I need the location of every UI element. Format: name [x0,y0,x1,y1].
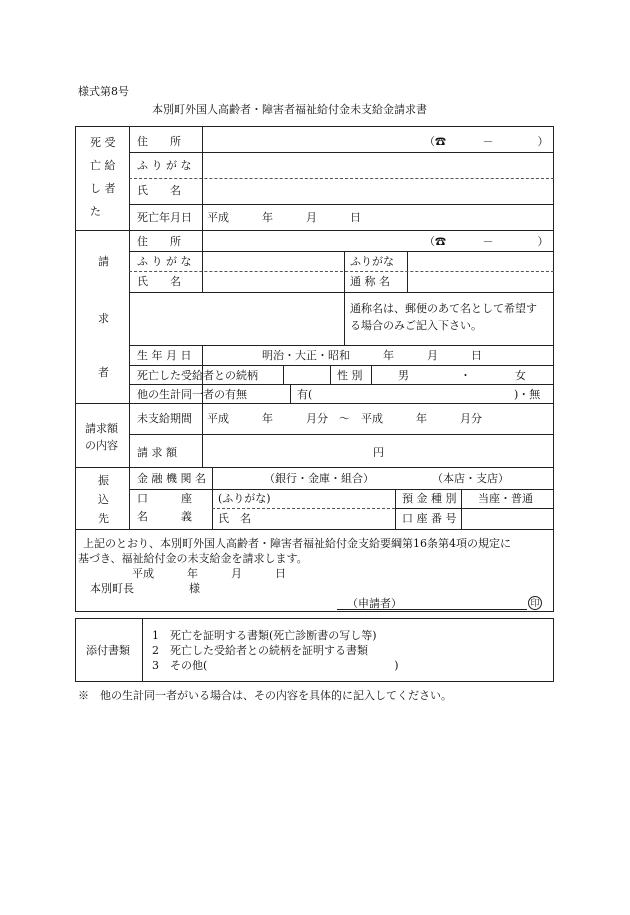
deceased-phone: （☎ － ） [424,135,549,148]
relation-label: 死亡した受給者との続柄 [137,369,258,382]
claimant-name-label: 氏 名 [137,275,181,288]
deceased-furigana-label: ふ り が な [137,159,192,172]
period-label: 未支給期間 [137,412,192,425]
gender-label: 性 別 [337,369,363,382]
claimant-furigana-label: ふ り が な [137,255,192,268]
amount-unit: 円 [373,446,384,459]
death-date-label: 死亡年月日 [137,211,192,224]
household-yes[interactable]: 有( [297,388,313,401]
attachment-item-1: 1 死亡を証明する書類(死亡診断書の写し等) [152,629,377,642]
account-name: 氏 名 [218,512,251,525]
account-furigana: (ふりがな) [218,492,271,505]
branch-field[interactable]: （本店・支店） [432,472,509,485]
claimant-label-1: 請 [98,255,109,268]
deceased-label-2: 亡 給 [90,159,116,172]
addressee: 本別町長 様 [90,582,200,595]
death-date-field[interactable]: 平成 年 月 日 [207,211,361,224]
deposit-type-label: 預 金 種 別 [402,492,457,505]
gender-female[interactable]: 女 [515,369,526,382]
claim-label-2: の内容 [85,439,118,452]
declaration-line-2: 基づき、福祉給付金の未支給金を請求します。 [78,552,308,565]
deceased-label-3: し 者 [90,182,116,195]
attachments-label: 添付書類 [86,644,130,657]
deposit-type-field[interactable]: 当座・普通 [478,492,533,505]
deceased-label-4: た [90,205,101,218]
form-title: 本別町外国人高齢者・障害者福祉給付金未支給金請求書 [152,103,427,116]
account-label-2: 名 義 [137,510,192,523]
applicant-label: （申請者） [347,597,402,610]
household-none[interactable]: )・無 [514,388,541,401]
claimant-label-2: 求 [98,312,109,325]
claimant-alias-label: 通 称 名 [350,275,390,288]
deceased-address-label: 住 所 [137,135,181,148]
transfer-label-2: 込 [98,493,109,506]
claimant-furigana-label-2: ふりがな [350,255,394,268]
period-field[interactable]: 平成 年 月分 ～ 平成 年 月分 [207,412,482,425]
declaration-date[interactable]: 平成 年 月 日 [132,567,286,580]
claimant-phone: （☎ － ） [424,235,549,248]
deceased-label-1: 死 受 [90,136,116,149]
footnote: ※ 他の生計同一者がいる場合は、その内容を具体的に記入してください。 [78,689,452,702]
transfer-label-1: 振 [98,474,109,487]
form-number: 様式第8号 [78,85,129,98]
attachment-item-3: 3 その他( ) [152,659,399,672]
declaration-line-1: 上記のとおり、本別町外国人高齢者・障害者福祉給付金支給要綱第16条第4項の規定に [83,537,511,550]
claimant-label-3: 者 [98,366,109,379]
gender-separator: ・ [460,369,471,382]
bank-field[interactable]: （銀行・金庫・組合） [264,472,374,485]
birth-label: 生 年 月 日 [137,349,192,362]
amount-label: 請 求 額 [137,446,177,459]
claimant-address-label: 住 所 [137,235,181,248]
seal-mark: 印 [528,596,542,610]
alias-note-2: る場合のみご記入下さい。 [350,319,482,332]
bank-label: 金 融 機 関 名 [137,472,206,485]
alias-note-1: 通称名は、郵便のあて名として希望す [350,302,537,315]
transfer-label-3: 先 [98,512,109,525]
deceased-name-label: 氏 名 [137,184,181,197]
gender-male[interactable]: 男 [398,369,409,382]
account-label-1: 口 座 [137,492,192,505]
attachment-item-2: 2 死亡した受給者との続柄を証明する書類 [152,644,368,657]
birth-field[interactable]: 明治・大正・昭和 年 月 日 [262,349,482,362]
account-number-label: 口 座 番 号 [402,512,457,525]
claim-label-1: 請求額 [85,422,118,435]
household-label: 他の生計同一者の有無 [137,388,247,401]
